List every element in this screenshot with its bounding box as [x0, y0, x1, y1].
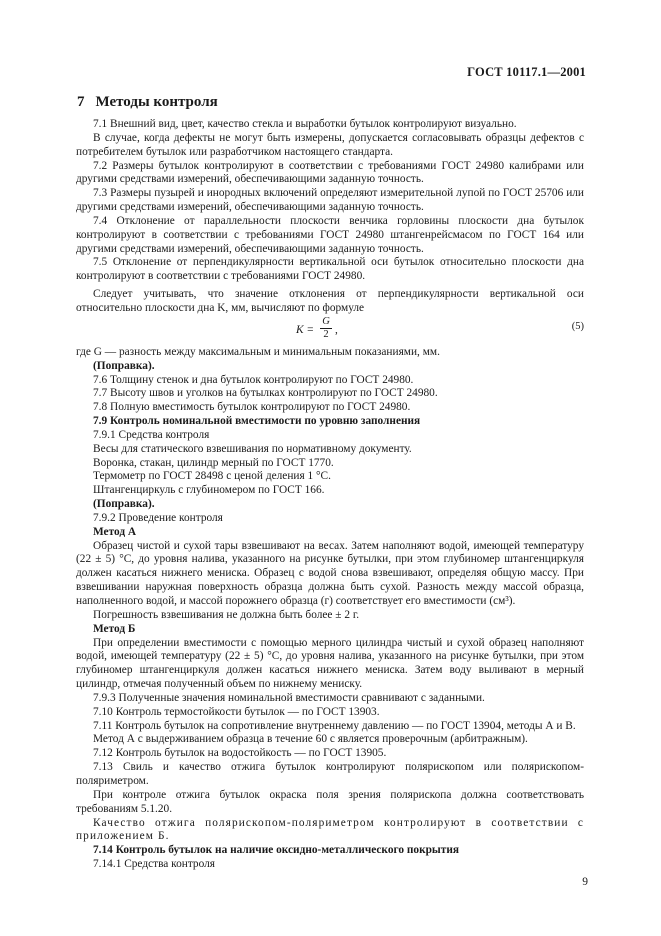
- paragraph: 7.1 Внешний вид, цвет, качество стекла и выработки бутылок контролируют визуально.: [93, 118, 517, 130]
- paragraph: 7.11 Контроль бутылок на сопротивление внутреннему давлению — по ГОСТ 13904, методы А и В.: [93, 719, 576, 732]
- formula-legend: где G — разность между максимальным и минимальным показаниями, мм.: [76, 345, 440, 358]
- paragraph: Качество отжига полярископом-поляриметром контролируют в соответствии с приложением Б.: [76, 816, 584, 843]
- formula-comma: ,: [335, 323, 338, 336]
- formula-number: (5): [571, 320, 584, 332]
- paragraph: 7.9.3 Полученные значения номинальной вместимости сравнивают с заданными.: [93, 691, 485, 704]
- paragraph: 7.9.1 Средства контроля: [93, 428, 210, 441]
- page-number: 9: [582, 876, 588, 888]
- paragraph: Термометр по ГОСТ 28498 с ценой деления 1 °С.: [93, 470, 331, 483]
- document-body: [76, 118, 584, 872]
- paragraph: Следует учитывать, что значение отклонения от перпендикулярности вертикальной оси относительно плоскости дна K, мм, вычисляют по формуле: [76, 288, 584, 314]
- paragraph: 7.6 Толщину стенок и дна бутылок контролируют по ГОСТ 24980.: [93, 373, 414, 386]
- paragraph: 7.13 Свиль и качество отжига бутылок контролируют полярископом или полярископом-поляриметром.: [76, 761, 584, 787]
- paragraph: 7.9.2 Проведение контроля: [93, 511, 223, 524]
- paragraph: 7.7 Высоту швов и уголков на бутылках контролируют по ГОСТ 24980.: [93, 387, 438, 400]
- paragraph: При контроле отжига бутылок окраска поля зрения полярископа должна соответствовать требованиям 5.1.20.: [76, 788, 584, 815]
- paragraph: 7.3 Размеры пузырей и инородных включений определяют измерительной лупой по ГОСТ 25706 или другими средствами измерений, обеспечивающими заданную точность.: [76, 187, 584, 214]
- formula-denominator: 2: [323, 328, 329, 340]
- amendment-note: (Поправка).: [93, 498, 155, 511]
- document-header: ГОСТ 10117.1—2001: [467, 65, 586, 79]
- subsection-heading: 7.14 Контроль бутылок на наличие оксидно-металлического покрытия: [93, 844, 460, 857]
- amendment-note: (Поправка).: [93, 359, 155, 372]
- paragraph: Погрешность взвешивания не должна быть более ± 2 г.: [93, 608, 360, 621]
- formula: [76, 317, 584, 345]
- paragraph: Штангенциркуль с глубиномером по ГОСТ 166.: [93, 484, 325, 497]
- paragraph: 7.2 Размеры бутылок контролируют в соответствии с требованиями ГОСТ 24980 калибрами или другими средствами измерений, обеспечивающими заданную точность.: [76, 159, 584, 186]
- paragraph: В случае, когда дефекты не могут быть измерены, допускается согласовывать образцы дефектов с потребителем бутылок или разработчиком настоящего стандарта.: [76, 131, 584, 158]
- formula-fraction: [319, 316, 333, 341]
- paragraph: 7.12 Контроль бутылок на водостойкость — по ГОСТ 13905.: [93, 747, 387, 760]
- paragraph: 7.5 Отклонение от перпендикулярности вертикальной оси бутылок относительно плоскости дна контролируют в соответствии с требованиями ГОСТ 24980.: [76, 256, 584, 283]
- subsection-heading: 7.9 Контроль номинальной вместимости по уровню заполнения: [93, 415, 421, 428]
- paragraph: Воронка, стакан, цилиндр мерный по ГОСТ 1770.: [93, 456, 334, 469]
- section-title: [77, 94, 218, 111]
- paragraph: Весы для статического взвешивания по нормативному документу.: [93, 442, 412, 455]
- paragraph: При определении вместимости с помощью мерного цилиндра чистый и сухой образец наполняют водой, имеющей температуру (22 ± 5) °С, до уровня налива, указанного на рисунке бутылки, при этом глубиномер штангенциркуля должен касаться нижнего мениска. Затем воду выливают в мерный цилиндр, отмечая полученный объем по нижнему мениску.: [76, 636, 584, 691]
- paragraph: 7.10 Контроль термостойкости бутылок — по ГОСТ 13903.: [93, 705, 380, 718]
- method-heading: Метод А: [93, 525, 137, 538]
- method-heading: Метод Б: [93, 622, 136, 635]
- paragraph: 7.8 Полную вместимость бутылок контролируют по ГОСТ 24980.: [93, 401, 411, 414]
- formula-lhs: K =: [296, 323, 315, 336]
- paragraph: 7.14.1 Средства контроля: [93, 858, 216, 871]
- paragraph: Метод А с выдерживанием образца в течение 60 с является проверочным (арбитражным).: [93, 733, 528, 746]
- paragraph: Образец чистой и сухой тары взвешивают на весах. Затем наполняют водой, имеющей температуру (22 ± 5) °С, до уровня налива, указанного на рисунке бутылки, при этом глубиномер штангенциркуля должен касаться нижнего мениска. Образец с водой снова взвешивают, определяя общую массу. При взвешивании наружная поверхность образца должна быть сухой. Разность между массой образца, наполненного водой, и массой порожнего образца (г) соответствует его вместимости (см³).: [76, 539, 584, 607]
- section-title-text: Методы контроля: [95, 94, 218, 110]
- paragraph: 7.4 Отклонение от параллельности плоскости венчика горловины плоскости дна бутылок контролируют в соответствии с требованиями ГОСТ 24980 штангенрейсмасом по ГОСТ 164 или другими средствами измерений, обеспечивающими заданную точность.: [76, 214, 584, 255]
- section-number: 7: [77, 94, 85, 110]
- formula-numerator: G: [322, 315, 330, 327]
